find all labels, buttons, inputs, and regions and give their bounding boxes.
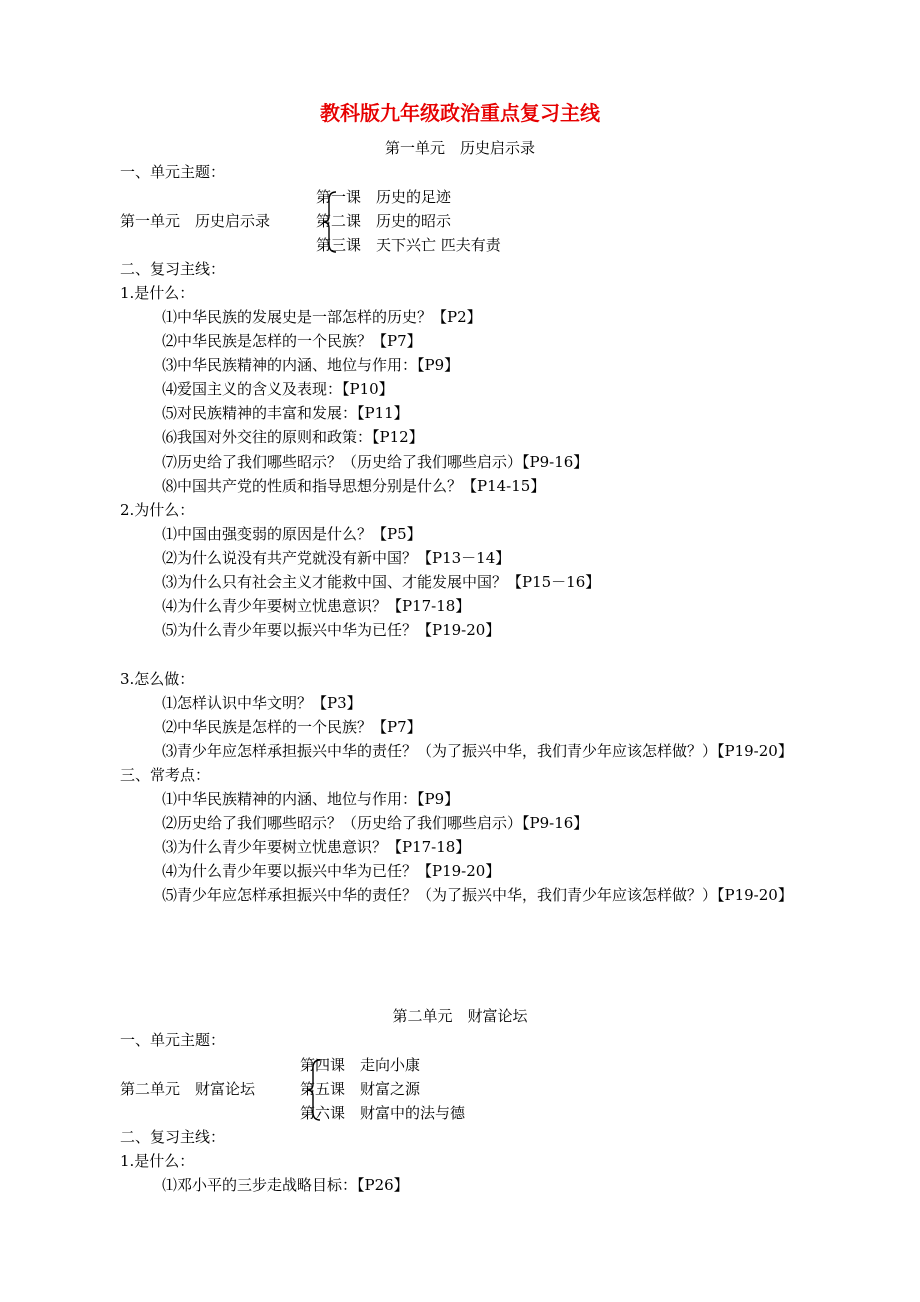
unit-1-common-item-5: ⑸青少年应怎样承担振兴中华的责任？（为了振兴中华，我们青少年应该怎样做？）【P19-20】 bbox=[162, 886, 793, 904]
unit-1-lesson-2: 第二课 历史的昭示 bbox=[316, 212, 452, 230]
unit-1-why-item-3: ⑶为什么只有社会主义才能救中国、才能发展中国？【P15－16】 bbox=[162, 573, 601, 591]
unit-1-what-item-3: ⑶中华民族精神的内涵、地位与作用：【P9】 bbox=[162, 356, 460, 374]
unit-1-what-item-8: ⑻中国共产党的性质和指导思想分别是什么？【P14-15】 bbox=[162, 477, 546, 495]
unit-1-what-label: 1.是什么： bbox=[120, 284, 195, 302]
unit-1-how-item-2: ⑵中华民族是怎样的一个民族？【P7】 bbox=[162, 718, 422, 736]
unit-1-why-item-2: ⑵为什么说没有共产党就没有新中国？【P13－14】 bbox=[162, 549, 511, 567]
unit-1-why-item-4: ⑷为什么青少年要树立忧患意识？【P17-18】 bbox=[162, 597, 471, 615]
unit-1-what-item-7: ⑺历史给了我们哪些昭示？（历史给了我们哪些启示）【P9-16】 bbox=[162, 453, 589, 471]
unit-1-why-item-1: ⑴中国由强变弱的原因是什么？【P5】 bbox=[162, 525, 422, 543]
unit-1-name: 第一单元 历史启示录 bbox=[120, 212, 271, 230]
unit-1-theme-label: 一、单元主题： bbox=[120, 163, 226, 181]
unit-2-name: 第二单元 财富论坛 bbox=[120, 1080, 256, 1098]
unit-1-how-item-1: ⑴怎样认识中华文明？【P3】 bbox=[162, 694, 362, 712]
unit-1-what-item-2: ⑵中华民族是怎样的一个民族？【P7】 bbox=[162, 332, 422, 350]
unit-1-what-item-4: ⑷爱国主义的含义及表现：【P10】 bbox=[162, 380, 394, 398]
unit-1-common-label: 三、常考点： bbox=[120, 766, 211, 784]
unit-1-review-label: 二、复习主线： bbox=[120, 260, 226, 278]
document-title: 教科版九年级政治重点复习主线 bbox=[320, 101, 600, 125]
unit-1-common-item-2: ⑵历史给了我们哪些昭示？（历史给了我们哪些启示）【P9-16】 bbox=[162, 814, 589, 832]
unit-2-lesson-4: 第四课 走向小康 bbox=[300, 1056, 421, 1074]
unit-2-lesson-5: 第五课 财富之源 bbox=[300, 1080, 421, 1098]
unit-2-lesson-6: 第六课 财富中的法与德 bbox=[300, 1104, 466, 1122]
unit-1-common-item-1: ⑴中华民族精神的内涵、地位与作用：【P9】 bbox=[162, 790, 460, 808]
unit-2-what-item-1: ⑴邓小平的三步走战略目标：【P26】 bbox=[162, 1176, 409, 1194]
unit-1-lesson-1: 第一课 历史的足迹 bbox=[316, 188, 452, 206]
unit-1-what-item-6: ⑹我国对外交往的原则和政策：【P12】 bbox=[162, 428, 424, 446]
unit-1-why-item-5: ⑸为什么青少年要以振兴中华为已任？【P19-20】 bbox=[162, 621, 501, 639]
unit-2-heading: 第二单元 财富论坛 bbox=[392, 1007, 528, 1025]
unit-2-theme-label: 一、单元主题： bbox=[120, 1031, 226, 1049]
unit-1-lesson-3: 第三课 天下兴亡 匹夫有责 bbox=[316, 236, 501, 254]
unit-2-review-label: 二、复习主线： bbox=[120, 1128, 226, 1146]
unit-1-what-item-5: ⑸对民族精神的丰富和发展：【P11】 bbox=[162, 404, 409, 422]
unit-1-what-item-1: ⑴中华民族的发展史是一部怎样的历史？【P2】 bbox=[162, 308, 482, 326]
unit-1-how-label: 3.怎么做： bbox=[120, 670, 195, 688]
unit-1-why-label: 2.为什么： bbox=[120, 501, 195, 519]
unit-1-common-item-4: ⑷为什么青少年要以振兴中华为已任？【P19-20】 bbox=[162, 862, 501, 880]
unit-1-common-item-3: ⑶为什么青少年要树立忧患意识？【P17-18】 bbox=[162, 838, 471, 856]
unit-2-what-label: 1.是什么： bbox=[120, 1152, 195, 1170]
unit-1-heading: 第一单元 历史启示录 bbox=[384, 139, 535, 157]
unit-1-how-item-3: ⑶青少年应怎样承担振兴中华的责任？（为了振兴中华，我们青少年应该怎样做？）【P19-20】 bbox=[162, 742, 793, 760]
